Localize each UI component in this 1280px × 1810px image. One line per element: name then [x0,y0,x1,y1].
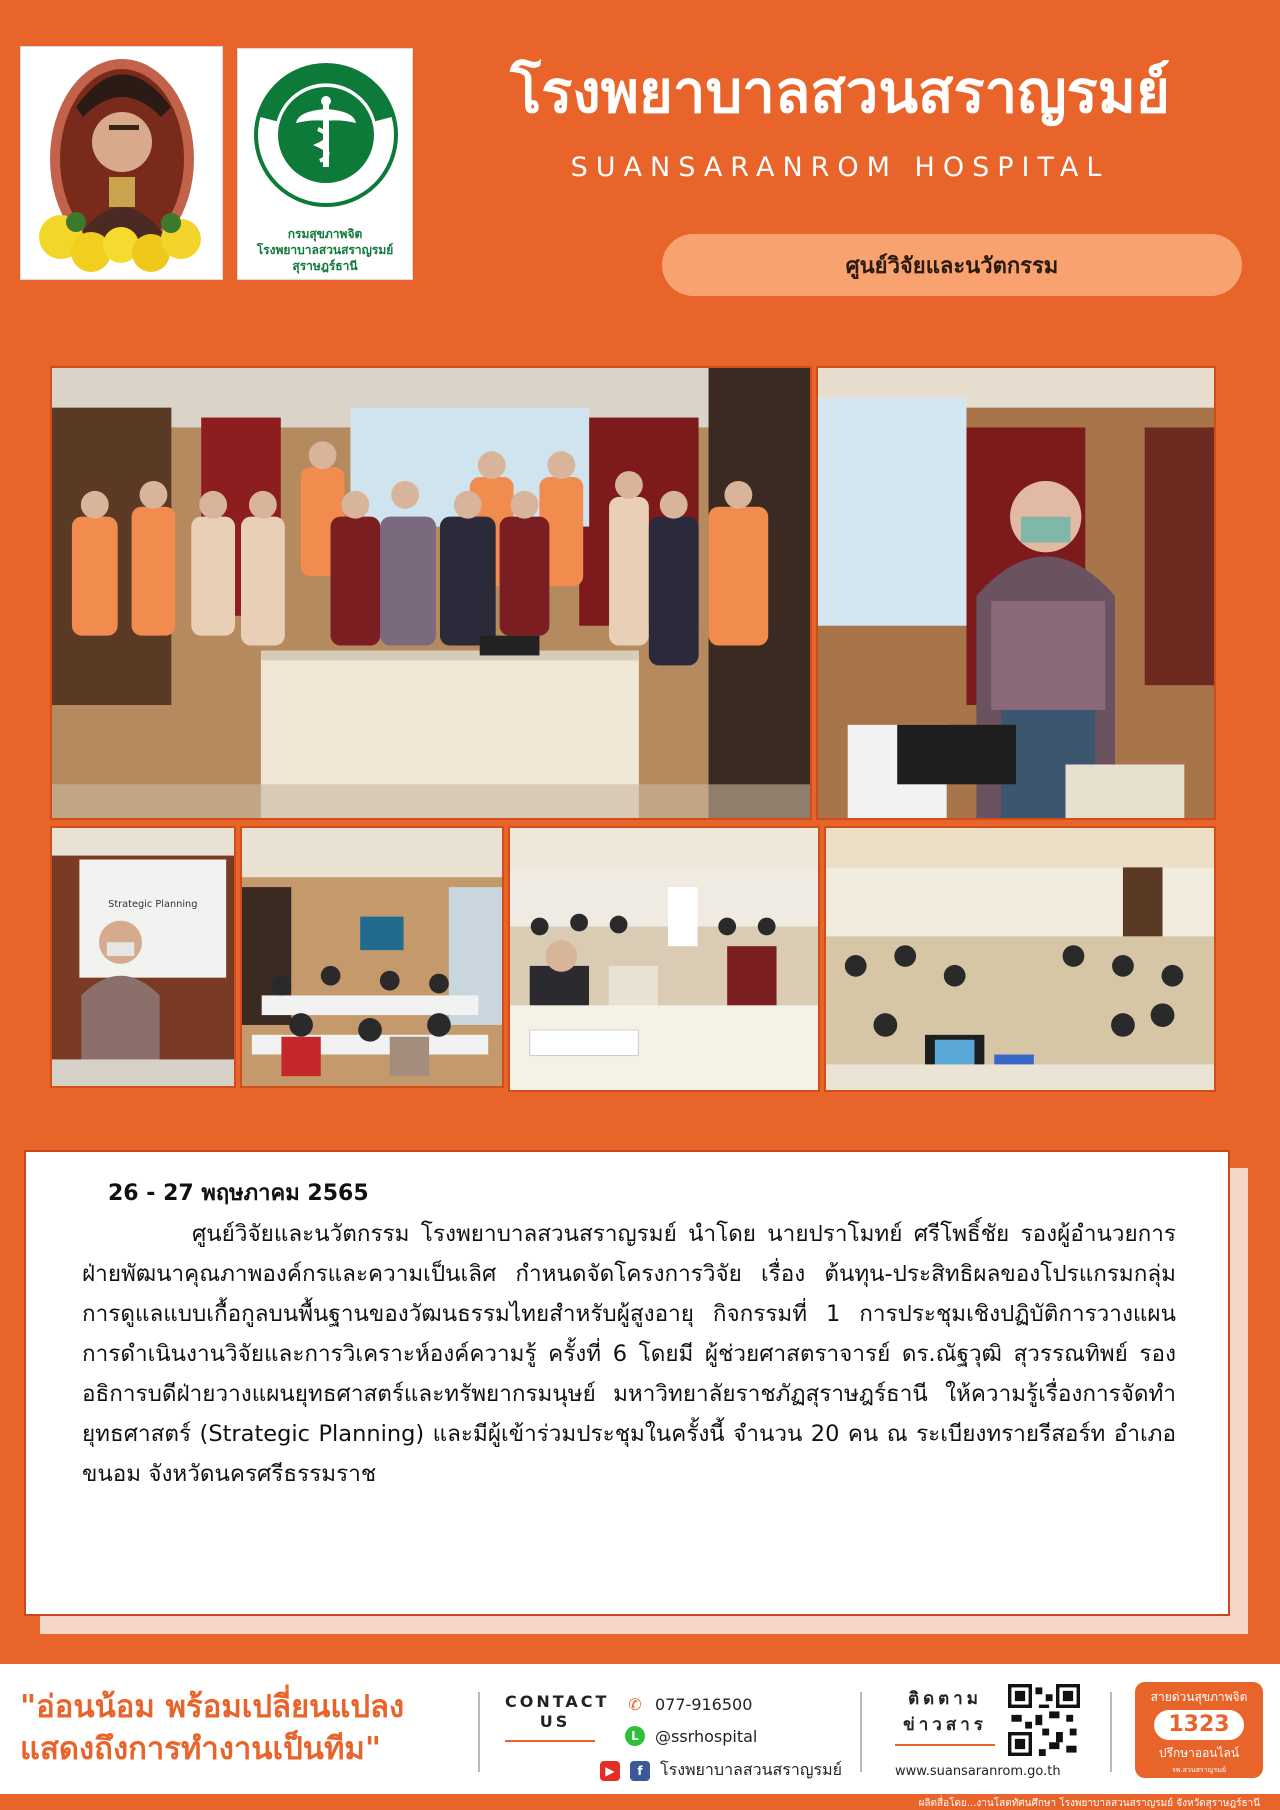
line-text: @ssrhospital [655,1726,758,1746]
department-label: ศูนย์วิจัยและนวัตกรรม [845,253,1059,279]
youtube-icon: ▶ [600,1761,620,1781]
speaker-photo [816,366,1216,820]
article-body: ศูนย์วิจัยและนวัตกรรม โรงพยาบาลสวนสราญรมย์ นำโดย นายปราโมทย์ ศรีโพธิ์ชัย รองผู้อำนวยการฝ่ายพัฒนาคุณภาพองค์กรและความเป็นเลิศ กำหนดจัดโครงการวิจัย เรื่อง ต้นทุน-ประสิทธิผลของโปรแกรมกลุ่มการดูแลแบบเกื้อกูลบนพื้นฐานของวัฒนธรรมไทยสำหรับผู้สูงอายุ กิจกรรมที่ 1 การประชุมเชิงปฏิบัติการวางแผนการดำเนินงานวิจัยและการวิเคราะห์องค์ความรู้ ครั้งที่ 6 โดยมี ผู้ช่วยศาสตราจารย์ ดร.ณัฐวุฒิ สุวรรณทิพย์ รองอธิการบดีฝ่ายวางแผนยุทธศาสตร์และทรัพยากรมนุษย์ มหาวิทยาลัยราชภัฏสุราษฎร์ธานี ให้ความรู้เรื่องการจัดทำยุทธศาสตร์ (Strategic Planning) และมีผู้เข้าร่วมประชุมในครั้งนี้ จำนวน 20 คน ณ ระเบียงทรายรีสอร์ท อำเภอขนอม จังหวัดนครศรีธรรมราช [82,1221,1176,1487]
facebook-icon: f [630,1761,650,1781]
contact-title-line1: CONTACT [505,1692,610,1711]
facebook-row[interactable] [600,1758,842,1783]
slogan [20,1686,460,1770]
facebook-text: โรงพยาบาลสวนสราญรมย์ [660,1760,843,1779]
qr-code[interactable] [1008,1684,1080,1756]
hotline-number: 1323 [1154,1710,1244,1740]
contact-title-line2: US [539,1712,571,1731]
contact-underline [505,1740,595,1742]
line-row[interactable] [625,1726,757,1746]
contact-title [505,1692,610,1732]
room-photo-1 [240,826,504,1088]
footer-divider [860,1692,862,1772]
ministry-logo [237,48,413,280]
moph-line1: กรมสุขภาพจิต [287,227,363,241]
line-icon: L [625,1726,645,1746]
website-link[interactable]: www.suansaranrom.go.th [895,1764,1061,1779]
article-date: 26 - 27 พฤษภาคม 2565 [108,1181,369,1206]
slogan-line2: แสดงถึงการทำงานเป็นทีม" [20,1731,381,1767]
group-photo [50,366,812,820]
hotline-tiny: รพ.สวนสราญรมย์ [1172,1766,1226,1774]
moph-line2: โรงพยาบาลสวนสราญรมย์ [256,243,394,257]
hotline-badge[interactable] [1135,1682,1263,1778]
portrait-logo [20,46,223,280]
hotline-bottom: ปรึกษาออนไลน์ [1158,1746,1240,1760]
slogan-line1: "อ่อนน้อม พร้อมเปลี่ยนแปลง [20,1689,405,1725]
room-photo-2 [508,826,820,1092]
room-photo-3 [824,826,1216,1092]
hotline-top: สายด่วนสุขภาพจิต [1150,1690,1248,1704]
phone-icon: ✆ [628,1694,642,1714]
department-pill [662,234,1242,296]
follow-line2: ข่าวสาร [903,1715,987,1735]
footer-divider [1110,1692,1112,1772]
hospital-title: โรงพยาบาลสวนสราญรมย์ [510,58,1170,126]
credit-line: ผลิตสื่อโดย...งานโสตทัศนศึกษา โรงพยาบาลสวนสราญรมย์ จังหวัดสุราษฎร์ธานี [918,1798,1260,1809]
phone-text: 077-916500 [655,1694,753,1714]
follow-title [895,1686,995,1738]
follow-underline [895,1744,995,1746]
article-card [24,1150,1230,1616]
hospital-subtitle: SUANSARANROM HOSPITAL [570,152,1110,183]
footer [0,1664,1280,1794]
lecturer-photo [50,826,236,1088]
follow-line1: ติดตาม [908,1689,982,1709]
footer-divider [478,1692,480,1772]
slide-text: Strategic Planning [108,898,198,910]
phone-row[interactable] [625,1694,752,1714]
moph-line3: สุราษฎร์ธานี [292,259,358,273]
